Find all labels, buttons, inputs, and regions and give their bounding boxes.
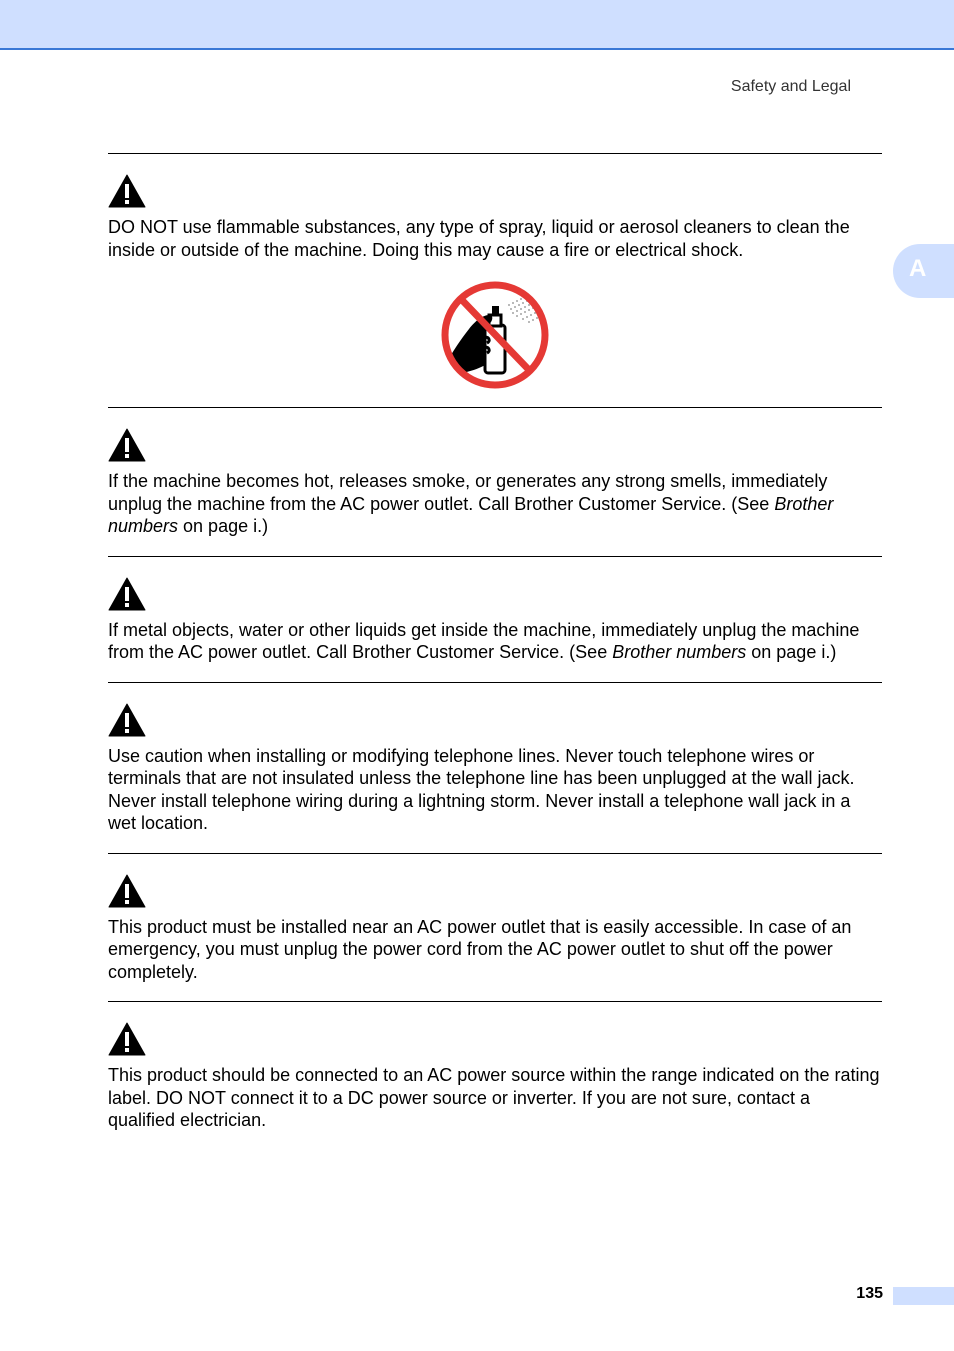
page-number: 135 [856, 1285, 883, 1302]
warning-block [108, 407, 882, 556]
warning-triangle-icon [108, 577, 146, 611]
warning-text: Use caution when installing or modifying telephone lines. Never touch telephone wires or terminals that are not insulated unless the telephone line has been unplugged at the wall jack. Never install telephone wiring during a lightning storm. Never install a telephone wall jack in a wet location. [108, 745, 855, 833]
warning-block [108, 153, 882, 407]
warning-text-part: on page i.) [746, 642, 837, 662]
warning-block [108, 1001, 882, 1150]
warning-text [108, 470, 882, 538]
warning-text-part: If the machine becomes hot, releases smoke, or generates any strong smells, immediately unplug the machine from the AC power outlet. Call Brother Customer Service. (See [108, 471, 828, 514]
footer-tab-bar [893, 1287, 954, 1305]
running-header-title: Safety and Legal [730, 78, 851, 95]
warning-triangle-icon [108, 703, 146, 737]
warning-block [108, 853, 882, 1002]
top-header-band [0, 0, 954, 50]
warning-triangle-icon [108, 174, 146, 208]
warning-triangle-icon [108, 1022, 146, 1056]
chapter-tab [893, 244, 954, 298]
warning-text [108, 619, 882, 664]
warning-text: This product must be installed near an AC power outlet that is easily accessible. In case of an emergency, you must unplug the power cord from the AC power outlet to shut off the power completely. [108, 916, 852, 982]
warning-text-italic: Brother numbers [612, 642, 747, 662]
warning-block [108, 556, 882, 682]
warning-text-part: on page i.) [178, 516, 269, 536]
warning-block [108, 682, 882, 853]
warning-text-part: If metal objects, water or other liquids get inside the machine, immediately unplug the machine from the AC power outlet. Call Brother Customer Service. (See [108, 619, 860, 662]
no-spray-cleaner-icon [439, 279, 551, 391]
warning-triangle-icon [108, 874, 146, 908]
warnings-list [108, 153, 882, 1150]
chapter-tab-label: A [909, 255, 927, 282]
warning-triangle-icon [108, 428, 146, 462]
warning-text: This product should be connected to an AC power source within the range indicated on the rating label. DO NOT connect it to a DC power source or inverter. If you are not sure, contact a qualified electrician. [108, 1065, 880, 1130]
warning-text-italic: Brother numbers [108, 493, 834, 536]
warning-text: DO NOT use flammable substances, any type of spray, liquid or aerosol cleaners to clean the inside or outside of the machine. Doing this may cause a fire or electrical shock. [108, 217, 850, 260]
